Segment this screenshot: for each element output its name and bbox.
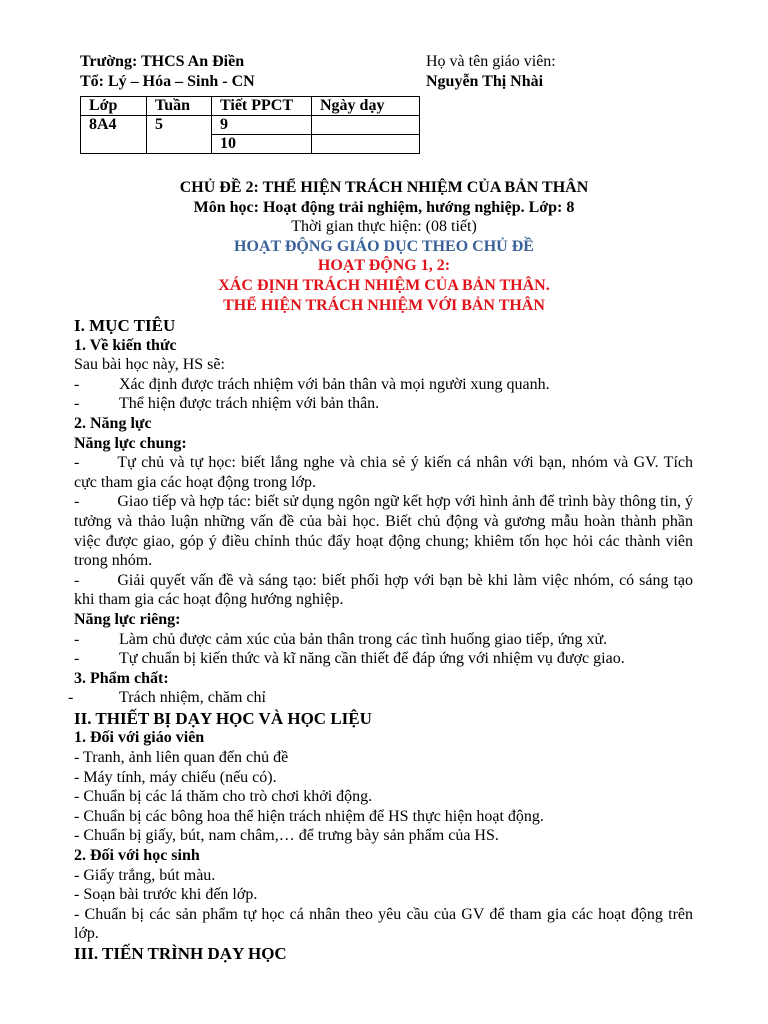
activity-group-title: HOẠT ĐỘNG GIÁO DỤC THEO CHỦ ĐỀ [234, 237, 534, 255]
teacher-label: Họ và tên giáo viên: [426, 53, 556, 70]
cell-period-1: 9 [212, 116, 312, 135]
list-item: - Giải quyết vấn đề và sáng tạo: biết phối hợp với bạn bè khi làm việc nhóm, có sáng tạo khi tham gia các hoạt động hướng nghiệp. [74, 571, 693, 609]
activity-title: HOẠT ĐỘNG 1, 2: [317, 257, 451, 275]
header-class: Lớp [81, 97, 147, 116]
knowledge-heading: 1. Về kiến thức [74, 336, 177, 354]
topic-title: CHỦ ĐỀ 2: THỂ HIỆN TRÁCH NHIỆM CỦA BẢN THÂN [179, 179, 589, 196]
quality-heading: 3. Phẩm chất: [74, 669, 169, 687]
header-period: Tiết PPCT [212, 97, 312, 116]
list-item: - Chuẩn bị các lá thăm cho trò chơi khởi động. [74, 788, 373, 806]
list-item: - Chuẩn bị các sản phẩm tự học cá nhân theo yêu cầu của GV để tham gia các hoạt động trên lớp. [74, 905, 693, 943]
schedule-table [80, 96, 420, 154]
header-date: Ngày dạy [312, 97, 420, 116]
section-objectives-heading: I. MỤC TIÊU [74, 316, 176, 335]
list-item: - Máy tính, máy chiếu (nếu có). [74, 768, 277, 786]
list-item: - Soạn bài trước khi đến lớp. [74, 886, 258, 904]
schedule-row [81, 116, 420, 135]
school-info [80, 52, 255, 91]
specific-competency-heading: Năng lực riêng: [74, 610, 181, 628]
activity-subtitle-2: THỂ HIỆN TRÁCH NHIỆM VỚI BẢN THÂN [223, 296, 545, 314]
activity-subtitle-1: XÁC ĐỊNH TRÁCH NHIỆM CỦA BẢN THÂN. [218, 276, 550, 294]
list-item: - Thể hiện được trách nhiệm với bản thân. [74, 395, 380, 413]
general-competency-heading: Năng lực chung: [74, 434, 187, 452]
cell-date-2 [312, 135, 420, 154]
lesson-body [68, 316, 693, 964]
teacher-name: Nguyễn Thị Nhài [426, 72, 544, 90]
subject-line: Môn học: Hoạt động trải nghiệm, hướng nghiệp. Lớp: 8 [193, 198, 575, 216]
schedule-header-row [81, 97, 420, 116]
list-item: - Trách nhiệm, chăm chỉ [68, 689, 266, 707]
list-item: - Tự chủ và tự học: biết lắng nghe và chia sẻ ý kiến cá nhân với bạn, nhóm và GV. Tích cực tham gia các hoạt động trong lớp. [74, 454, 693, 491]
header-week: Tuần [147, 97, 212, 116]
cell-week: 5 [147, 116, 212, 154]
list-item: - Làm chủ được cảm xúc của bản thân trong các tình huống giao tiếp, ứng xử. [74, 630, 608, 648]
list-item: - Tự chuẩn bị kiến thức và kĩ năng cần thiết để đáp ứng với nhiệm vụ được giao. [74, 650, 625, 668]
student-equipment-heading: 2. Đối với học sinh [74, 847, 200, 865]
section-equipment-heading: II. THIẾT BỊ DẠY HỌC VÀ HỌC LIỆU [74, 708, 372, 728]
list-item: - Tranh, ảnh liên quan đến chủ đề [74, 749, 289, 767]
knowledge-intro: Sau bài học này, HS sẽ: [74, 356, 225, 374]
list-item: - Chuẩn bị giấy, bút, nam châm,… để trưng bày sản phẩm của HS. [74, 827, 499, 845]
school-name: Trường: THCS An Điền [80, 53, 245, 70]
teacher-equipment-heading: 1. Đối với giáo viên [74, 729, 205, 747]
cell-date-1 [312, 116, 420, 135]
title-block [0, 178, 768, 315]
cell-period-2: 10 [212, 135, 312, 154]
list-item: - Giấy trắng, bút màu. [74, 866, 216, 884]
list-item: - Chuẩn bị các bông hoa thể hiện trách nhiệm để HS thực hiện hoạt động. [74, 807, 544, 825]
department-group: Tổ: Lý – Hóa – Sinh - CN [80, 72, 255, 90]
cell-class: 8A4 [81, 116, 147, 154]
section-process-heading: III. TIẾN TRÌNH DẠY HỌC [74, 944, 287, 963]
list-item: - Xác định được trách nhiệm với bản thân và mọi người xung quanh. [74, 375, 550, 393]
duration-line: Thời gian thực hiện: (08 tiết) [291, 218, 477, 236]
teacher-info [426, 52, 556, 91]
list-item: - Giao tiếp và hợp tác: biết sử dụng ngôn ngữ kết hợp với hình ảnh để trình bày thông tin, ý tưởng và thảo luận những vấn đề của bài học. Biết chủ động và gương mẫu hoàn thành phần việc được giao, góp ý điều chỉnh thúc đẩy hoạt động chung; khiêm tốn học hỏi các thành viên trong nhóm. [74, 493, 693, 570]
competency-heading: 2. Năng lực [74, 414, 152, 432]
